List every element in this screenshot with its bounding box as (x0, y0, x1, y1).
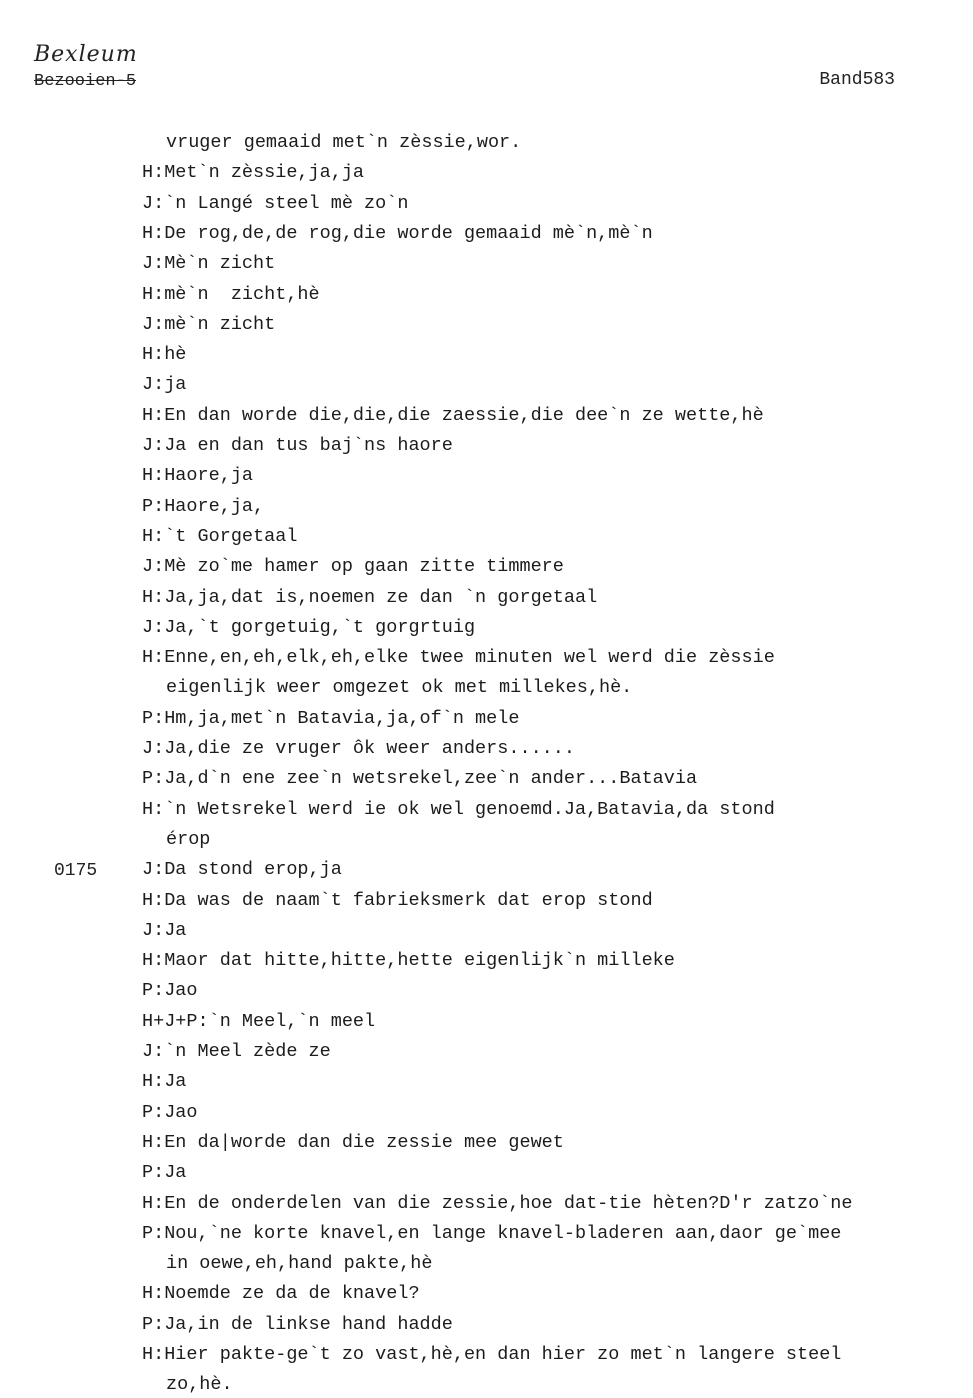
transcript-line: in oewe,eh,hand pakte,hè (166, 1253, 433, 1275)
transcript-line: P:Haore,ja, (142, 495, 265, 517)
transcript-line: P:Ja (142, 1162, 187, 1184)
transcript-line: H+J+P:`n Meel,`n meel (142, 1010, 376, 1032)
transcript-line: P:Hm,ja,met`n Batavia,ja,of`n mele (142, 707, 520, 729)
transcript-line: P:Jao (142, 980, 198, 1002)
transcript-line: H:En dan worde die,die,die zaessie,die dee`n ze wette,hè (142, 404, 764, 426)
transcript-line: P:Jao (142, 1101, 198, 1123)
transcript-line: J:Ja (142, 919, 187, 941)
transcript-line: J:Mè zo`me hamer op gaan zitte timmere (142, 556, 564, 578)
transcript-line: P:Nou,`ne korte knavel,en lange knavel-bladeren aan,daor ge`mee (142, 1222, 842, 1244)
transcript-line: H:En da|worde dan die zessie mee gewet (142, 1131, 564, 1153)
transcript-line: H:Ja,ja,dat is,noemen ze dan `n gorgetaal (142, 586, 598, 608)
handwritten-title: Bexleum (34, 42, 138, 67)
transcript-line: H:hè (142, 344, 187, 366)
transcript-line: J:`n Langé steel mè zo`n (142, 192, 409, 214)
transcript-line: J:`n Meel zède ze (142, 1041, 331, 1062)
transcript-line: H:`n Wetsrekel werd ie ok wel genoemd.Ja,Batavia,da stond (142, 798, 775, 820)
transcript-line: P:Ja,in de linkse hand hadde (142, 1313, 453, 1335)
transcript-line: H:De rog,de,de rog,die worde gemaaid mè`n,mè`n (142, 222, 653, 244)
transcript-line: J:Ja,`t gorgetuig,`t gorgrtuig (142, 616, 476, 638)
transcript-line: J:mè`n zicht (142, 313, 276, 335)
transcript-line: J:Ja en dan tus baj`ns haore (142, 435, 453, 456)
struck-subtitle-text: Bezooien-5 (34, 72, 137, 91)
transcript-line: H:Met`n zèssie,ja,ja (142, 162, 365, 184)
band-number: Band583 (819, 70, 895, 90)
transcript-line: J:ja (142, 374, 187, 396)
transcript-line: eigenlijk weer omgezet ok met millekes,hè. (166, 677, 633, 699)
transcript-line: H:Noemde ze da de knavel? (142, 1283, 420, 1305)
transcript-line: H:mè`n zicht,hè (142, 283, 320, 305)
transcript-line: H:Hier pakte-ge`t zo vast,hè,en dan hier zo met`n langere steel (142, 1344, 842, 1365)
transcript-line: J:Da stond erop,ja (142, 859, 342, 881)
transcript-line: zo,hè. (166, 1374, 233, 1396)
transcript-line: J:Mè`n zicht (142, 253, 276, 275)
transcript-line: H:En de onderdelen van die zessie,hoe dat-tie hèten?D'r zatzo`ne (142, 1192, 853, 1214)
margin-line-number: 0175 (54, 861, 98, 882)
transcript-line: H:Enne,en,eh,elk,eh,elke twee minuten wel werd die zèssie (142, 647, 775, 669)
transcript-line: érop (166, 828, 211, 850)
transcript-line: H:Haore,ja (142, 465, 254, 487)
transcript-line: H:Da was de naam`t fabrieksmerk dat erop stond (142, 889, 653, 911)
transcript-line: H:Maor dat hitte,hitte,hette eigenlijk`n milleke (142, 950, 675, 972)
transcript-line: H:Ja (142, 1071, 187, 1093)
transcript-line: vruger gemaaid met`n zèssie,wor. (166, 132, 522, 153)
struck-subtitle (34, 72, 136, 91)
transcript-line: P:Ja,d`n ene zee`n wetsrekel,zee`n ander...Batavia (142, 768, 698, 790)
transcript-line: H:`t Gorgetaal (142, 525, 298, 547)
transcript-line: J:Ja,die ze vruger ôk weer anders...... (142, 738, 575, 759)
